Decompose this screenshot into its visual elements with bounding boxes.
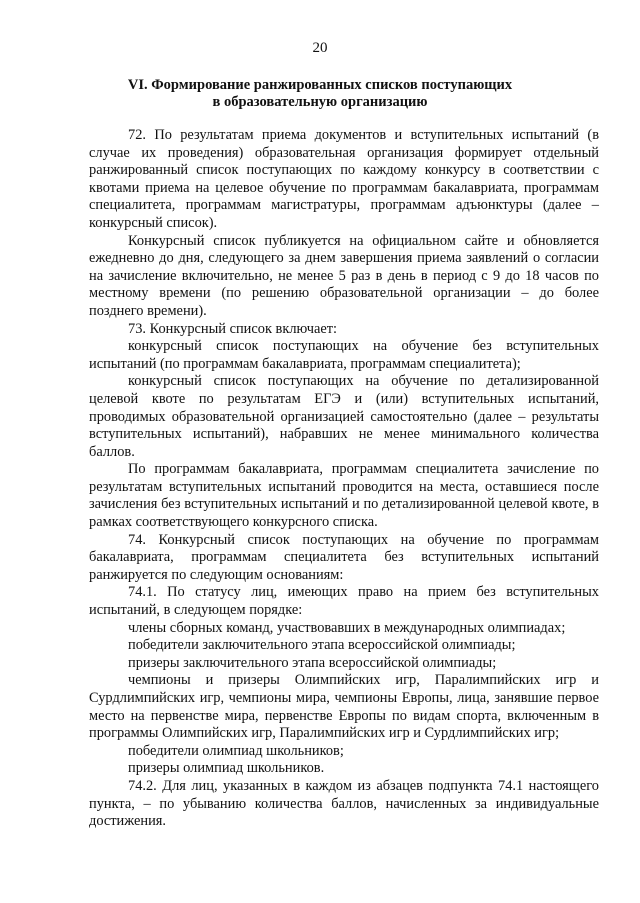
page-number: 20 [312,40,328,56]
list-item: чемпионы и призеры Олимпийских игр, Паралимпийских игр и Сурдлимпийских игр, чемпионы мира, чемпионы Европы, лица, занявшие первое место на первенстве мира, первенстве Европы по видам спорта, включенным в программы Олимпийских игр, Паралимпийских игр и Сурдлимпийских игр; [89,672,599,742]
paragraph: 74.1. По статусу лиц, имеющих право на прием без вступительных испытаний, в следующем порядке: [89,584,599,619]
list-item: призеры заключительного этапа всероссийской олимпиады; [128,654,497,671]
paragraph: 74.2. Для лиц, указанных в каждом из абзацев подпункта 74.1 настоящего пункта, – по убыванию количества баллов, начисленных за индивидуальные достижения. [89,777,599,830]
section-title [60,77,580,111]
paragraph: конкурсный список поступающих на обучение по детализированной целевой квоте по результатам ЕГЭ и (или) вступительных испытаний, проводимых образовательной организацией самостоятельно (далее – результаты вступительных испытаний), набравших не менее минимального количества баллов. [89,373,599,460]
list-item: члены сборных команд, участвовавших в международных олимпиадах; [128,619,566,636]
paragraph: 73. Конкурсный список включает: [128,320,338,337]
document-body [89,127,599,831]
section-title-line: в образовательную организацию [212,94,428,110]
list-item: победители заключительного этапа всероссийской олимпиады; [128,637,516,654]
paragraph: Конкурсный список публикуется на официальном сайте и обновляется ежедневно до дня, следующего за днем завершения приема заявлений о согласии на зачисление включительно, не менее 5 раз в день в период с 9 до 18 часов по местному времени (по решению образовательной организации – до более позднего времени). [89,232,599,319]
paragraph: 74. Конкурсный список поступающих на обучение по программам бакалавриата, программам специалитета без вступительных испытаний ранжируется по следующим основаниям: [89,531,599,583]
paragraph: По программам бакалавриата, программам специалитета зачисление по результатам вступительных испытаний проводится на места, оставшиеся после зачисления без вступительных испытаний и по детализированной целевой квоте, в рамках соответствующего конкурсного списка. [89,461,599,531]
list-item: победители олимпиад школьников; [128,742,344,759]
section-title-line: VI. Формирование ранжированных списков поступающих [127,77,513,93]
paragraph: конкурсный список поступающих на обучение без вступительных испытаний (по программам бакалавриата, программам специалитета); [89,338,599,372]
list-item: призеры олимпиад школьников. [128,760,325,777]
paragraph: 72. По результатам приема документов и вступительных испытаний (в случае их проведения) образовательная организация формирует отдельный ранжированный список поступающих по каждому конкурсу в соответствии с квотами приема на целевое обучение по программам бакалавриата, программам специалитета, программам магистратуры, программам адъюнктуры (далее – конкурсный список). [89,127,599,231]
